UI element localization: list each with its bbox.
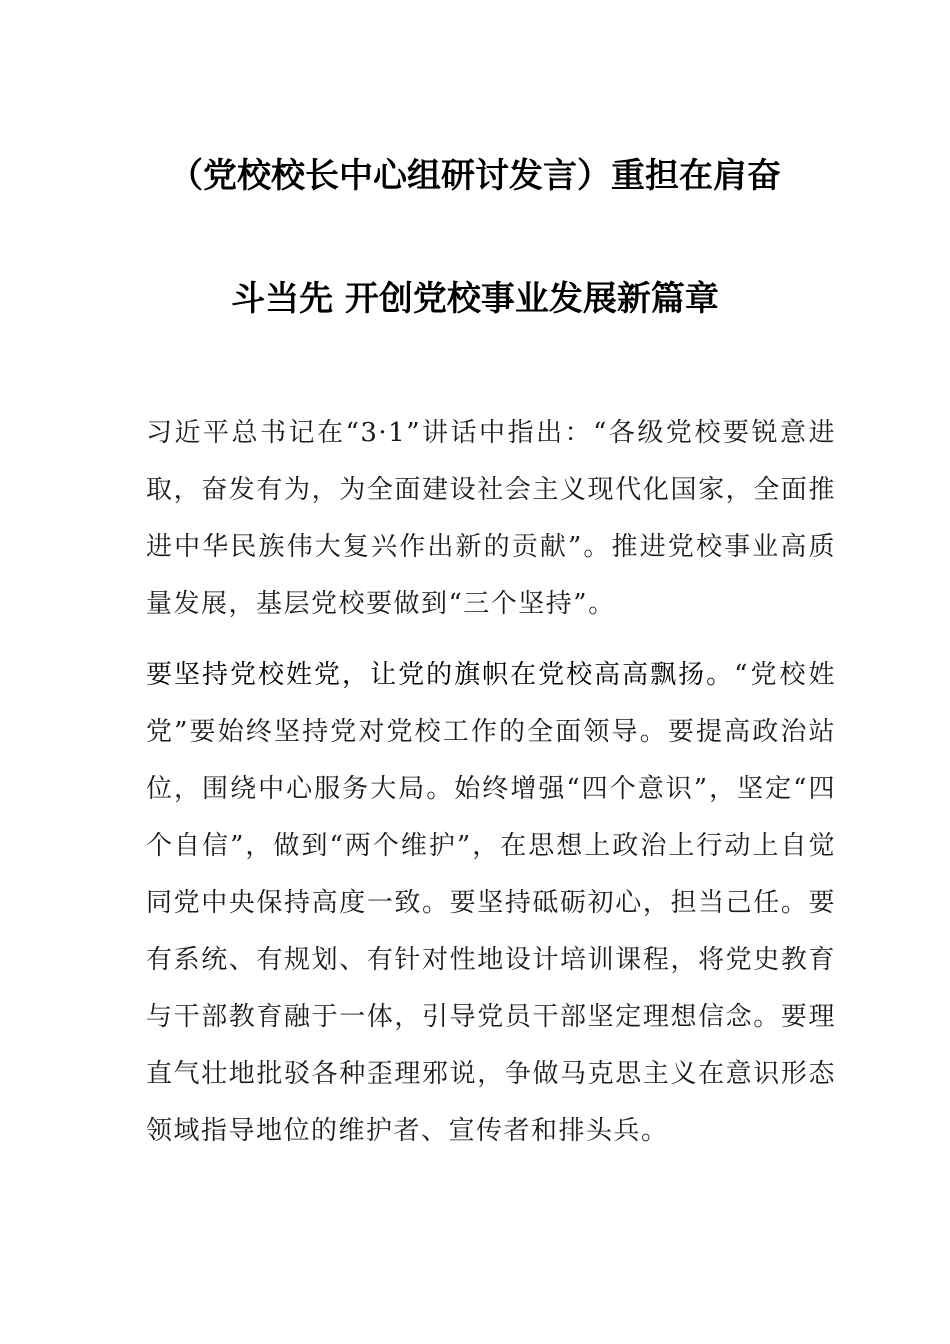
paragraph-first-point	[146, 647, 836, 1160]
document-title-line-1: （党校校长中心组研讨发言）重担在肩奋	[169, 156, 781, 196]
paragraph-intro: 习近平总书记在“3·1”讲话中指出：“各级党校要锐意进取，奋发有为，为全面建设社会主义现代化国家，全面推进中华民族伟大复兴作出新的贡献”。推进党校事业高质量发展，基层党校要做到“三个坚持”。	[146, 418, 836, 619]
document-title-line-2: 斗当先 开创党校事业发展新篇章	[231, 279, 719, 319]
paragraph-body: “党校姓党”要始终坚持党对党校工作的全面领导。要提高政治站位，围绕中心服务大局。始终增强“四个意识”，坚定“四个自信”，做到“两个维护”，在思想上政治上行动上自觉同党中央保持高度一致。要坚持砥砺初心，担当己任。要有系统、有规划、有针对性地设计培训课程，将党史教育与干部教育融于一体，引导党员干部坚定理想信念。要理直气壮地批驳各种歪理邪说，争做马克思主义在意识形态领域指导地位的维护者、宣传者和排头兵。	[146, 660, 836, 1146]
paragraph-lead-heading: 要坚持党校姓党，让党的旗帜在党校高高飘扬。	[146, 660, 735, 690]
